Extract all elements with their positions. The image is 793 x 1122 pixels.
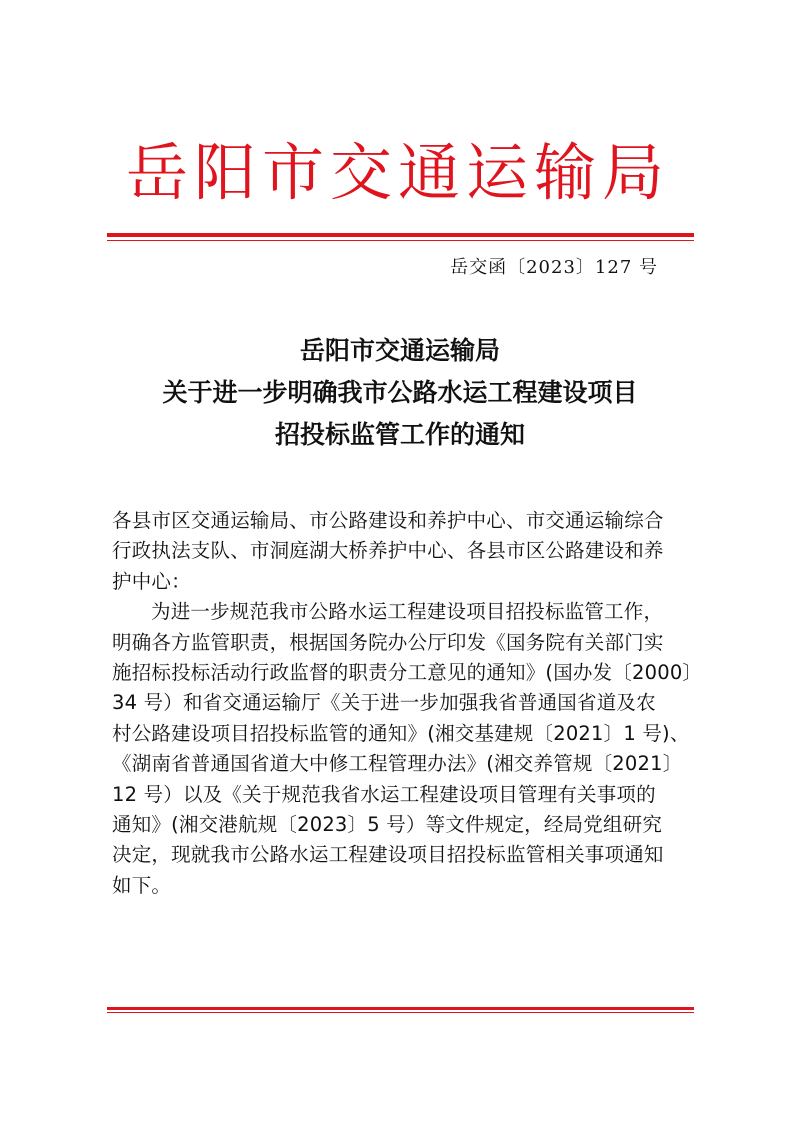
paragraph-line: 12 号）以及《关于规范我省水运工程建设项目管理有关事项的 <box>112 782 656 806</box>
document-body <box>112 506 703 901</box>
title-line: 岳阳市交通运输局 <box>299 336 500 365</box>
paragraph-line: 如下。 <box>112 873 172 897</box>
title-line: 招投标监管工作的通知 <box>274 420 525 449</box>
footer-red-rule-thin <box>107 1012 694 1013</box>
paragraph-line: 通知》(湘交港航规〔2023〕5 号）等文件规定，经局党组研究 <box>112 813 663 837</box>
paragraph-line: 为进一步规范我市公路水运工程建设项目招投标监管工作， <box>151 600 664 624</box>
addressee-line: 护中心： <box>112 569 191 593</box>
paragraph-line: 《湖南省普通国省道大中修工程管理办法》(湘交养管规〔2021〕 <box>112 752 683 776</box>
issuing-authority-header: 岳阳市交通运输局 <box>125 136 670 209</box>
paragraph-line: 村公路建设项目招投标监管的通知》(湘交基建规〔2021〕1 号)、 <box>112 721 690 745</box>
addressee-line: 行政执法支队、市洞庭湖大桥养护中心、各县市区公路建设和养 <box>112 539 664 563</box>
title-line: 关于进一步明确我市公路水运工程建设项目 <box>162 378 638 407</box>
footer-red-rule-thick <box>107 1007 694 1010</box>
header-red-rule-thin <box>107 240 694 241</box>
document-title <box>90 330 710 456</box>
paragraph-line: 34 号）和省交通运输厅《关于进一步加强我省普通国省道及农 <box>112 691 656 715</box>
header-red-rule-thick <box>107 233 694 237</box>
document-number: 岳交函〔2023〕127 号 <box>450 257 658 278</box>
paragraph-line: 明确各方监管职责，根据国务院办公厅印发《国务院有关部门实 <box>112 630 664 654</box>
paragraph-line: 施招标投标活动行政监督的职责分工意见的通知》(国办发〔2000〕 <box>112 661 703 685</box>
paragraph-line: 决定，现就我市公路水运工程建设项目招投标监管相关事项通知 <box>112 843 664 867</box>
addressee-line: 各县市区交通运输局、市公路建设和养护中心、市交通运输综合 <box>112 509 664 532</box>
